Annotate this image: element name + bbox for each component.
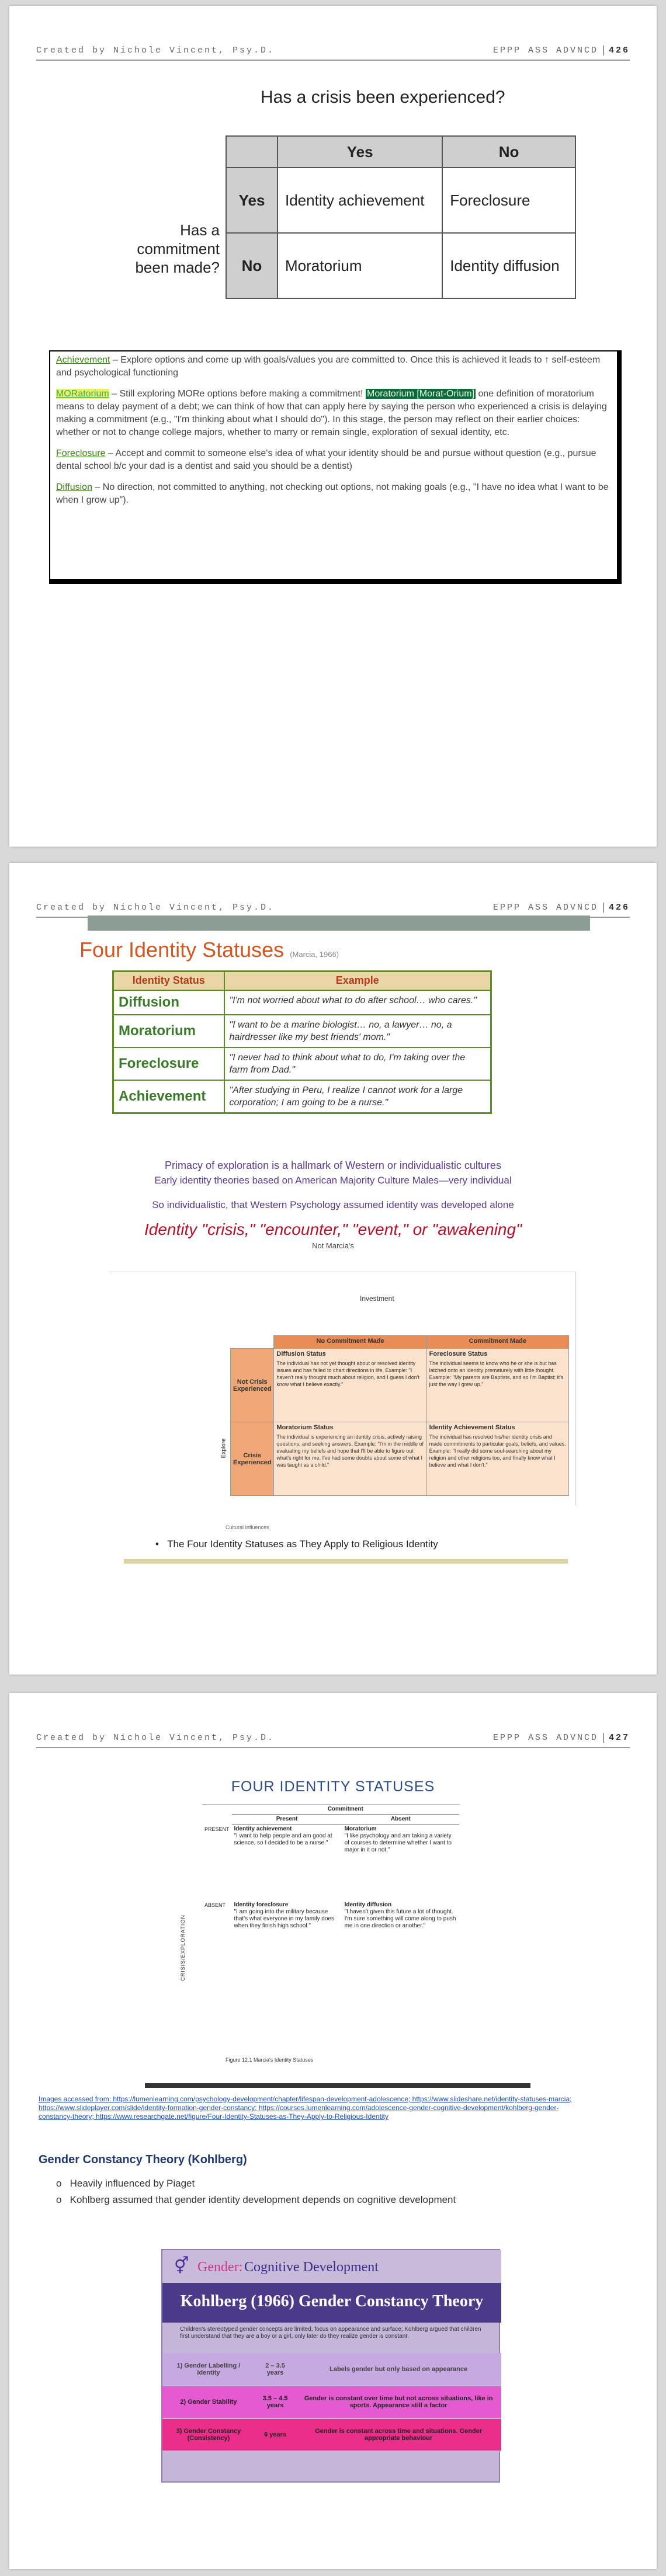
stage-name: 1) Gender Labelling / Identity <box>162 2353 255 2386</box>
stage-name: 2) Gender Stability <box>162 2386 255 2418</box>
cell-diffusion: Identity diffusion <box>442 233 575 298</box>
identity-status-figure <box>179 1804 459 2075</box>
page-number: 426 <box>603 903 630 913</box>
def-foreclosure <box>56 447 611 473</box>
band-title: Kohlberg (1966) Gender Constancy Theory <box>180 2292 484 2310</box>
course-label: EPPP ASS ADVNCD <box>492 903 598 913</box>
page-header <box>36 1731 630 1748</box>
stage-desc: Gender is constant across time and situations. Gender appropriate behaviour <box>296 2418 501 2451</box>
table-row <box>162 2353 501 2386</box>
cell-text: The individual has resolved his/her identity crisis and made commitments to particular goals, beliefs, and values. Example: "I really did some soul-searching about my religion and other religions too, and finally know what I believe and what I don't." <box>429 1434 566 1468</box>
status-example: "I'm not worried about what to do after school… who cares." <box>224 990 491 1015</box>
col-present: Present <box>232 1815 342 1825</box>
religious-status-table <box>230 1335 569 1496</box>
stage-age: 2 – 3.5 years <box>255 2353 296 2386</box>
gender-symbol-icon: ⚥ <box>174 2257 189 2275</box>
term: MORatorium <box>56 389 109 399</box>
cell-foreclosure: Foreclosure <box>442 168 575 233</box>
col-example: Example <box>224 972 491 990</box>
bullet-text: Heavily influenced by Piaget <box>70 2178 195 2189</box>
cell-foreclosure <box>426 1349 568 1422</box>
highlight: Moratorium [Morat-Orium] <box>367 389 475 399</box>
author-line: Created by Nichole Vincent, Psy.D. <box>36 903 275 913</box>
crisis-axis-label: CRISIS/EXPLORATION <box>179 1914 186 1981</box>
course-line <box>493 1733 630 1743</box>
slide-head <box>162 2250 501 2283</box>
def-diffusion <box>56 481 611 507</box>
col-no: No <box>442 136 575 168</box>
slide-title <box>79 938 339 962</box>
cell-text: "I haven't given this future a lot of thought. I'm sure something will come along to push me in one direction or another." <box>344 1908 456 1929</box>
cell-title: Identity diffusion <box>344 1901 392 1908</box>
title-cite: (Marcia, 1966) <box>290 950 339 959</box>
table-row <box>113 1080 491 1113</box>
page-3 <box>9 1693 657 2569</box>
cell-text: The individual has not yet thought about or resolved identity issues and has failed to chart directions in life. Example: "I haven't really thought much about religion, and I guess I don't know what I believe exactly." <box>276 1360 420 1387</box>
bullet-item: o Kohlberg assumed that gender identity development depends on cognitive development <box>56 2194 456 2205</box>
blank-cell <box>226 136 278 168</box>
cell-title: Identity Achievement Status <box>429 1424 515 1431</box>
page-2 <box>9 863 657 1675</box>
identity-crisis-line: Identity "crisis," "encounter," "event," or "awakening" <box>144 1220 522 1238</box>
note-line: So individualistic, that Western Psychology assumed identity was developed alone <box>152 1199 514 1210</box>
table-row <box>162 2418 501 2451</box>
cell-diffusion <box>342 1900 459 1976</box>
stage-table <box>162 2353 501 2452</box>
table-row <box>113 990 491 1015</box>
cell-title: Moratorium Status <box>276 1424 334 1431</box>
col-no-commit: No Commitment Made <box>274 1336 426 1349</box>
cell-text: The individual seems to know who he or she is but has latched onto an identity prematurely with little thought. Example: "My parents are Baptists, and so I'm Baptist; it's just the way I grew up." <box>429 1360 564 1387</box>
slide-footer-bar <box>124 1559 568 1564</box>
axis-top: Investment <box>360 1294 394 1303</box>
page-1 <box>9 6 657 847</box>
figure-caption: • The Four Identity Statuses as They Apply to Religious Identity <box>155 1538 438 1550</box>
religious-identity-figure <box>109 1272 576 1530</box>
stage-desc: Labels gender but only based on appearance <box>296 2353 501 2386</box>
slide-subtitle: Cognitive Development <box>244 2260 379 2275</box>
term: Diffusion <box>56 482 92 492</box>
caption-text: The Four Identity Statuses as They Apply to Religious Identity <box>167 1538 438 1550</box>
status-name: Achievement <box>113 1080 224 1113</box>
figure-caption: Figure 12.1 Marcia's Identity Statuses <box>226 2057 314 2063</box>
author-line: Created by Nichole Vincent, Psy.D. <box>36 46 275 55</box>
title-text: Four Identity Statuses <box>79 938 285 962</box>
slide-description: Children's stereotyped gender concepts are limited, focus on appearance and surface; Kohlberg argued that children first understand that they are a boy or a girl, only later do they realize gender is constant. <box>180 2326 481 2340</box>
cell-title: Moratorium <box>344 1826 377 1832</box>
bullet-text: Kohlberg assumed that gender identity development depends on cognitive development <box>70 2194 456 2205</box>
col-yes: Yes <box>278 136 442 168</box>
crisis-question: Has a crisis been experienced? <box>261 88 505 107</box>
cell-title: Diffusion Status <box>276 1350 326 1357</box>
status-matrix <box>226 135 576 299</box>
commitment-header: Commitment <box>232 1805 459 1815</box>
bullet-item: o Heavily influenced by Piaget <box>56 2178 195 2189</box>
note-line: Early identity theories based on American Majority Culture Males—very individual <box>154 1175 512 1186</box>
explore-label: Explore <box>220 1438 227 1458</box>
course-line <box>493 46 630 55</box>
figure-table <box>202 1805 459 1976</box>
term: Achievement <box>56 355 110 365</box>
cell-achievement <box>232 1825 342 1900</box>
figure-bottom-bar <box>145 2083 530 2088</box>
status-example: "After studying in Peru, I realize I cannot work for a large corporation; I am going to be a nurse." <box>224 1080 491 1113</box>
stage-desc: Gender is constant over time but not across situations, like in sports. Appearance still a factor <box>296 2386 501 2418</box>
blank-cell <box>202 1805 232 1815</box>
gender-label: Gender: <box>197 2260 243 2275</box>
status-name: Diffusion <box>113 990 224 1015</box>
stage-age: 3.5 – 4.5 years <box>255 2386 296 2418</box>
stage-name: 3) Gender Constancy (Consistency) <box>162 2418 255 2451</box>
row-absent: ABSENT <box>204 1902 226 1908</box>
course-line <box>493 903 630 913</box>
def-text: – Still exploring MORe options before making a commitment! <box>109 389 363 399</box>
col-status: Identity Status <box>113 972 224 990</box>
def-text: one definition of moratorium means to delay payment of a debt; we can think of how that can apply here by saying the person who experienced a crisis is delaying making a commitment (e.g., "I'm thinking about what I should do"). In this stage, the person may reflect on their earlier choices: whether or not to change college majors, whether to marry or remain single, exploration of sexual identity, etc. <box>56 389 607 437</box>
def-achievement <box>56 354 611 380</box>
slide-band <box>162 2283 501 2323</box>
status-name: Foreclosure <box>113 1047 224 1080</box>
cell-diffusion <box>274 1349 426 1422</box>
gender-heading: Gender Constancy Theory (Kohlberg) <box>39 2153 247 2166</box>
cell-text: "I am going into the military because that's what everyone in my family does when they finish high school." <box>234 1908 334 1929</box>
def-moratorium <box>56 388 611 439</box>
cell-moratorium <box>342 1825 459 1900</box>
cell-foreclosure <box>232 1900 342 1976</box>
page-header <box>36 43 630 61</box>
table-row <box>113 1015 491 1047</box>
table-row <box>162 2386 501 2418</box>
row-no-crisis: Not Crisis Experienced <box>231 1349 274 1422</box>
cell-moratorium: Moratorium <box>278 233 442 298</box>
row-crisis: Crisis Experienced <box>231 1422 274 1496</box>
cell-text: "I like psychology and am taking a variety of courses to determine whether I want to major in it or not." <box>344 1833 452 1853</box>
cell-moratorium <box>274 1422 426 1496</box>
course-label: EPPP ASS ADVNCD <box>492 1733 598 1743</box>
commitment-question: Has a commitment been made? <box>135 221 220 276</box>
definitions-box <box>49 350 622 584</box>
row-no: No <box>226 233 278 298</box>
status-example: "I want to be a marine biologist… no, a lawyer… no, a hairdresser like my best friends' mom." <box>224 1015 491 1047</box>
blank-cell <box>202 1815 232 1825</box>
note-line: Primacy of exploration is a hallmark of Western or individualistic cultures <box>165 1160 501 1171</box>
cell-achievement: Identity achievement <box>278 168 442 233</box>
def-text: – Accept and commit to someone else's idea of what your identity should be and pursue without question (e.g., pursue dental school b/c your dad is a dentist and said you should be a dentist) <box>56 448 596 471</box>
author-line: Created by Nichole Vincent, Psy.D. <box>36 1733 275 1743</box>
col-commit: Commitment Made <box>426 1336 568 1349</box>
status-name: Moratorium <box>113 1015 224 1047</box>
cell-title: Identity foreclosure <box>234 1901 289 1908</box>
blank-cell <box>231 1336 274 1349</box>
slide-title: FOUR IDENTITY STATUSES <box>231 1778 435 1795</box>
row-present: PRESENT <box>204 1826 230 1832</box>
def-text: – Explore options and come up with goals/values you are committed to. Once this is achieved it leads to ↑ self-esteem and psychological functioning <box>56 355 601 378</box>
cell-title: Foreclosure Status <box>429 1350 488 1357</box>
slide-header-bar <box>88 915 590 931</box>
course-label: EPPP ASS ADVNCD <box>492 46 598 55</box>
cell-title: Identity achievement <box>234 1826 292 1832</box>
page-number: 426 <box>603 46 630 55</box>
col-absent: Absent <box>342 1815 459 1825</box>
cell-text: "I want to help people and am good at science, so I decided to be a nurse." <box>234 1833 332 1846</box>
page-number: 427 <box>603 1733 630 1743</box>
row-yes: Yes <box>226 168 278 233</box>
image-source-links[interactable]: Images accessed from: https://lumenlearning.com/psychology-development/chapter/lifespan-development-adolescence; https://www.slideshare.net/identity-statuses-marcia; https://www.slideplayer.com/slide/identity-formation-gender-constancy; https://courses.lumenlearning.com/adolescence-gender-cognitive-development/kohlberg-gender-constancy-theory; https://www.researchgate.net/figure/Four-Identity-Statuses-as-They-Apply-to-Religious-Identity <box>39 2095 572 2121</box>
status-example-table <box>112 970 492 1114</box>
stage-age: 6 years <box>255 2418 296 2451</box>
status-example: "I never had to think about what to do, I'm taking over the farm from Dad." <box>224 1047 491 1080</box>
cell-text: The individual is experiencing an identity crisis, actively raising questions, and seeking answers. Example: "I'm in the middle of evaluating my beliefs and hope that I'll be able to figure out what's right for me. I've had some doubts about some of what I was taught as a child." <box>276 1434 424 1468</box>
not-marcia-note: Not Marcia's <box>312 1241 354 1250</box>
table-row <box>113 1047 491 1080</box>
def-text: – No direction, not committed to anything, not checking out options, not making goals (e.g., "I have no idea what I want to be when I grow up"). <box>56 482 609 505</box>
gender-constancy-slide <box>161 2249 500 2483</box>
figure-bottom-label: Cultural Influences <box>226 1524 269 1530</box>
cell-achievement <box>426 1422 568 1496</box>
term: Foreclosure <box>56 448 106 458</box>
